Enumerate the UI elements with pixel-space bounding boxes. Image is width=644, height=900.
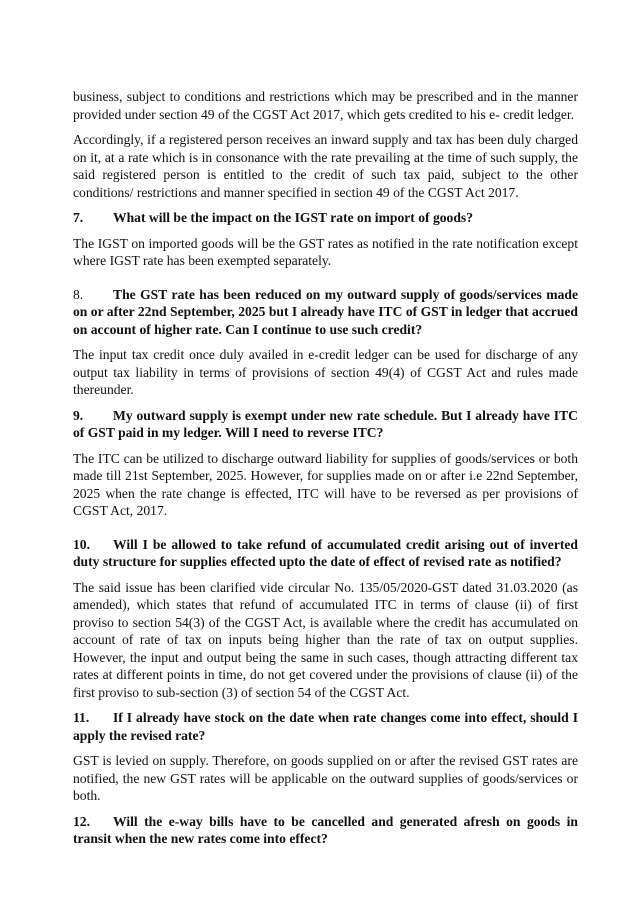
question-text: Will the e-way bills have to be cancelled and generated afresh on goods in transit when the new rates come into effect? [73, 813, 578, 846]
question-heading [73, 407, 578, 442]
question-text: My outward supply is exempt under new rate schedule. But I already have ITC of GST paid in my ledger. Will I need to reverse ITC? [73, 407, 578, 440]
answer-paragraph: The input tax credit once duly availed in e-credit ledger can be used for discharge of any output tax liability in terms of provisions of section 49(4) of CGST Act and rules made thereunder. [73, 347, 578, 397]
question-heading [73, 286, 578, 339]
question-number: 8. [73, 286, 84, 302]
answer-paragraph: The ITC can be utilized to discharge outward liability for supplies of goods/services or both made till 21st September, 2025. However, for supplies made on or after i.e 22nd September, 2025 when the rate change is effected, ITC will have to be reversed as per provisions of CGST Act, 2017. [73, 450, 578, 518]
answer-paragraph: The said issue has been clarified vide circular No. 135/05/2020-GST dated 31.03.2020 (as amended), which states that refund of accumulated ITC in terms of clause (ii) of first proviso to section 54(3) of the CGST Act, is available where the credit has accumulated on account of rate of tax on inputs being higher than the rate of tax on output supplies. However, the input and output being the same in such cases, though attracting different tax rates at different points in time, do not get covered under the provisions of clause (ii) of the first proviso to sub-section (3) of section 54 of the CGST Act. [73, 579, 578, 700]
question-number: 7. [73, 210, 84, 225]
question-number: 11. [73, 710, 90, 725]
question-number: 10. [73, 536, 90, 552]
question-text: If I already have stock on the date when rate changes come into effect, should I apply the revised rate? [73, 710, 578, 743]
question-heading [73, 209, 578, 227]
question-number: 9. [73, 407, 84, 423]
question-heading [73, 536, 578, 571]
question-number: 12. [73, 813, 90, 829]
answer-paragraph: The IGST on imported goods will be the GST rates as notified in the rate notification except where IGST rate has been exempted separately. [73, 235, 578, 268]
question-text: What will be the impact on the IGST rate on import of goods? [113, 210, 473, 225]
question-text: The GST rate has been reduced on my outward supply of goods/services made on or after 22nd September, 2025 but I already have ITC of GST in ledger that accrued on account of higher rate. Can I continue to use such credit? [73, 286, 578, 337]
paragraph: Accordingly, if a registered person receives an inward supply and tax has been duly charged on it, at a rate which is in consonance with the rate prevailing at the time of such supply, the said registered person is entitled to the credit of such tax paid, subject to the other conditions/ restrictions and manner specified in section 49 of the CGST Act 2017. [73, 132, 578, 200]
answer-paragraph: GST is levied on supply. Therefore, on goods supplied on or after the revised GST rates are notified, the new GST rates will be applicable on the outward supplies of goods/services or both. [73, 753, 578, 803]
question-heading [73, 709, 578, 744]
question-heading [73, 813, 578, 848]
paragraph: business, subject to conditions and restrictions which may be prescribed and in the manner provided under section 49 of the CGST Act 2017, which gets credited to his e- credit ledger. [73, 89, 578, 122]
question-text: Will I be allowed to take refund of accumulated credit arising out of inverted duty structure for supplies effected upto the date of effect of revised rate as notified? [73, 536, 578, 569]
document-page [73, 88, 578, 856]
